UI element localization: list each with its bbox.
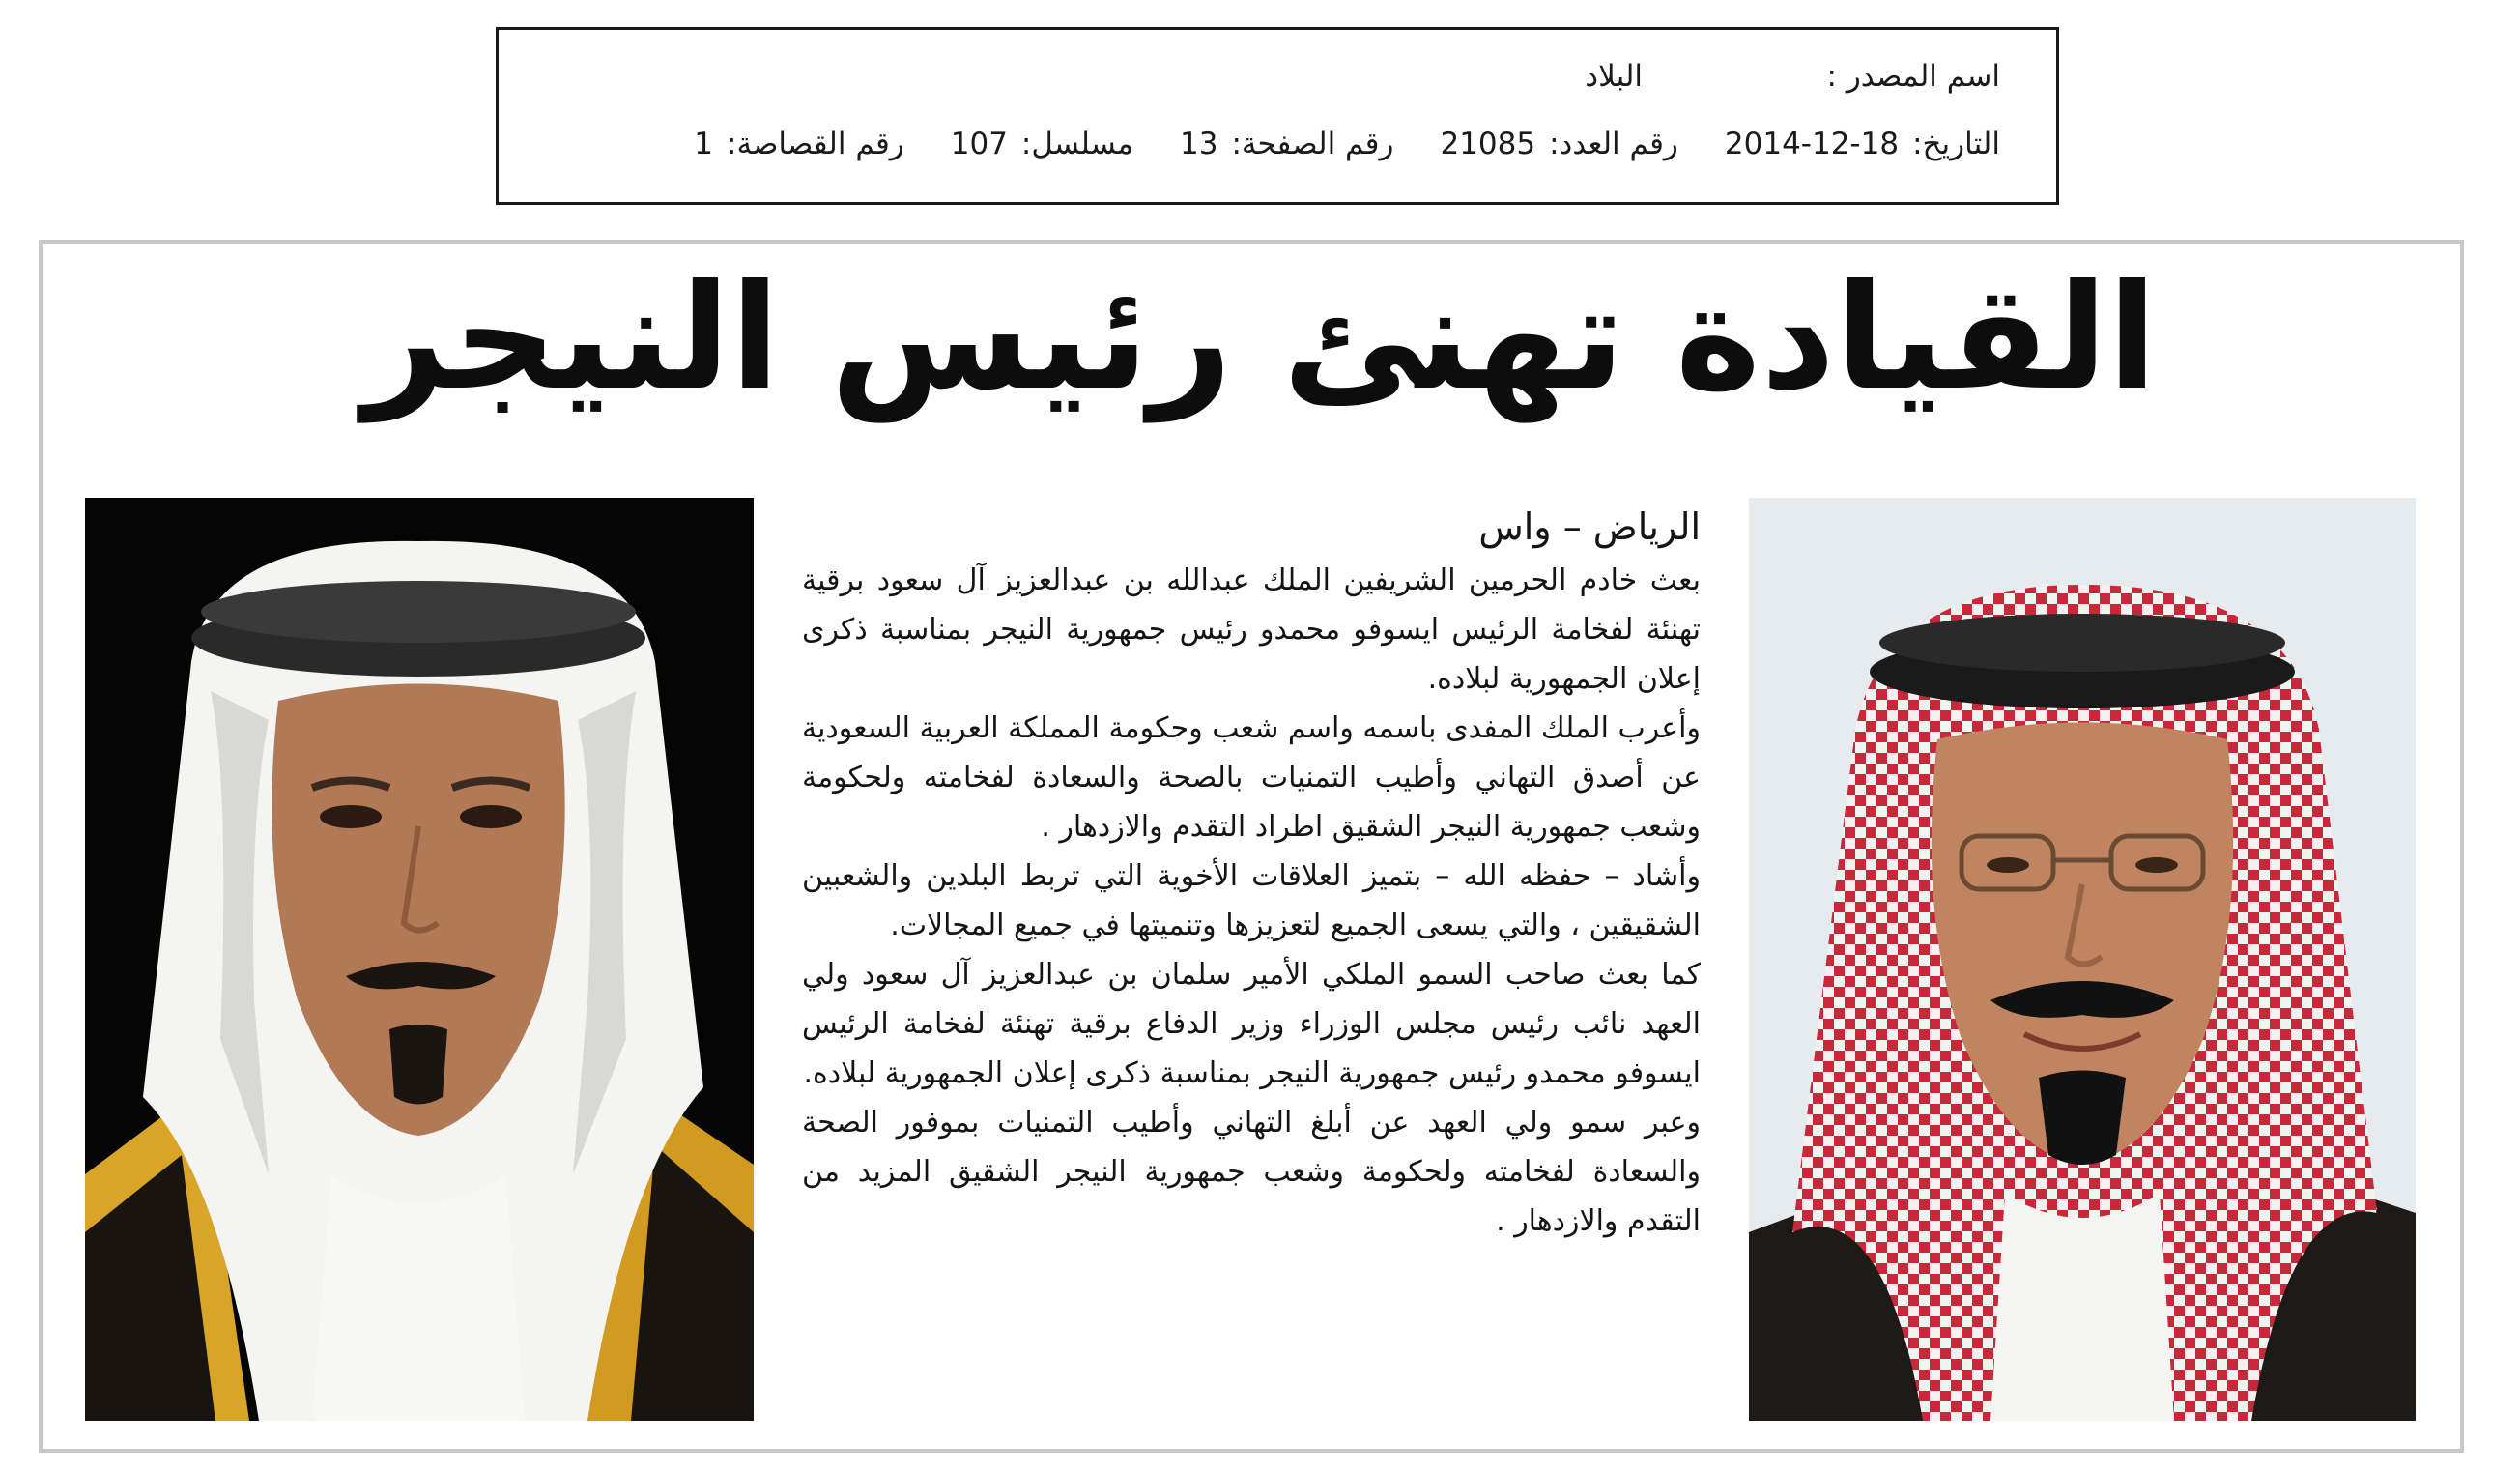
- issue-meta: [1440, 127, 1677, 161]
- article-dateline: الرياض – واس: [1478, 505, 1701, 548]
- date-meta: [1725, 127, 2000, 161]
- article-headline: القيادة تهنئ رئيس النيجر: [362, 254, 2158, 422]
- serial-value: 107: [950, 127, 1008, 161]
- article-paragraph: كما بعث صاحب السمو الملكي الأمير سلمان بن عبدالعزيز آل سعود ولي العهد نائب رئيس مجلس الوزراء وزير الدفاع برقية تهنئة لفخامة الرئيس ايسوفو محمدو رئيس جمهورية النيجر بمناسبة ذكرى إعلان الجمهورية لبلاده.: [802, 958, 1701, 1090]
- article-paragraph: وعبر سمو ولي العهد عن أبلغ التهاني وأطيب التمنيات بموفور الصحة والسعادة لفخامته ولحكومة وشعب جمهورية النيجر الشقيق المزيد من التقدم والازدهار .: [802, 1106, 1701, 1238]
- portrait-photo-left: [85, 498, 754, 1421]
- portrait-photo-right: [1749, 498, 2416, 1421]
- source-meta-row: [694, 127, 2000, 161]
- date-label: التاريخ:: [1912, 127, 2000, 161]
- portrait-right-image: [1749, 498, 2416, 1421]
- date-value: 2014-12-18: [1724, 127, 1900, 161]
- clip-meta: [694, 127, 903, 161]
- article-paragraph: بعث خادم الحرمين الشريفين الملك عبدالله بن عبدالعزيز آل سعود برقية تهنئة لفخامة الرئيس ايسوفو محمدو رئيس جمهورية النيجر بمناسبة ذكرى إعلان الجمهورية لبلاده.: [802, 563, 1701, 696]
- clip-label: رقم القصاصة:: [727, 127, 904, 161]
- portrait-left-image: [85, 498, 754, 1421]
- issue-label: رقم العدد:: [1549, 127, 1678, 161]
- clip-value: 1: [694, 127, 714, 161]
- serial-label: مسلسل:: [1020, 127, 1134, 161]
- article-paragraph: وأعرب الملك المفدى باسمه واسم شعب وحكومة المملكة العربية السعودية عن أصدق التهاني وأطيب التمنيات بالصحة والسعادة لفخامته ولحكومة وشعب جمهورية النيجر الشقيق اطراد التقدم والازدهار .: [802, 711, 1701, 844]
- page-meta: [1180, 127, 1393, 161]
- source-name-row: [1585, 59, 2000, 94]
- serial-meta: [951, 127, 1133, 161]
- page-value: 13: [1180, 127, 1218, 161]
- source-label: اسم المصدر :: [1826, 59, 2000, 94]
- issue-value: 21085: [1440, 127, 1536, 161]
- source-info-box: [496, 27, 2059, 205]
- source-value: البلاد: [1585, 59, 1643, 94]
- article-body: [802, 498, 1701, 1426]
- article-paragraph: وأشاد – حفظه الله – بتميز العلاقات الأخوية التي تربط البلدين والشعبين الشقيقين ، والتي يسعى الجميع لتعزيزها وتنميتها في جميع المجالات.: [802, 859, 1701, 942]
- page-label: رقم الصفحة:: [1231, 127, 1394, 161]
